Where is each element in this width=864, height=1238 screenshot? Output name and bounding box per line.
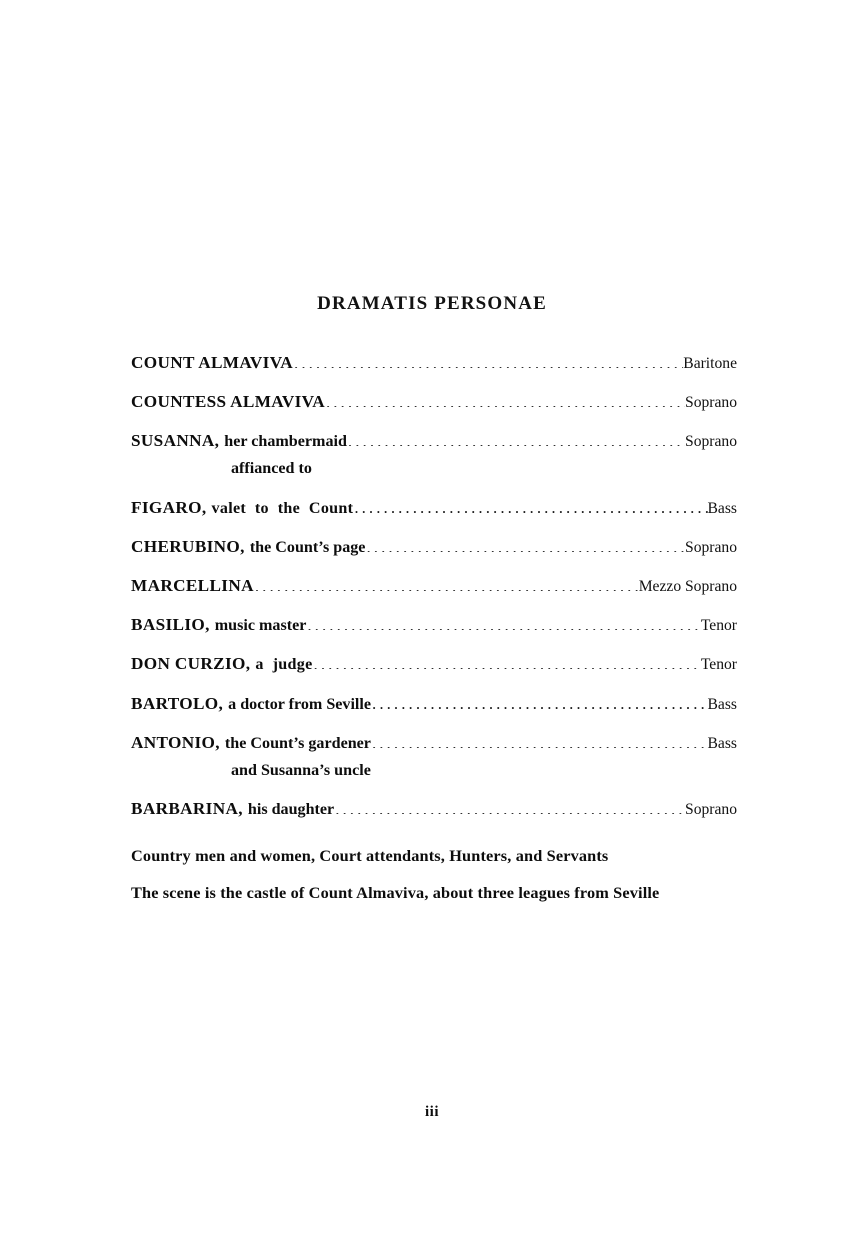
cast-entry [131, 691, 737, 717]
cast-entry-line [131, 796, 737, 822]
page-title: DRAMATIS PERSONAE [317, 293, 547, 314]
cast-entry-line [131, 534, 737, 560]
cast-entry-line [131, 730, 737, 756]
cast-entry-line [131, 389, 737, 415]
cast-list [131, 350, 737, 835]
cast-entry [131, 573, 737, 599]
cast-entry-line [131, 573, 737, 599]
cast-entry-line [131, 495, 737, 521]
voice-type: Bass [707, 734, 737, 752]
character-description: a doctor from Seville [228, 695, 372, 713]
dot-leader [348, 429, 685, 446]
character-name: FIGARO, [131, 497, 207, 517]
voice-type: Mezzo Soprano [638, 577, 737, 595]
cast-entry [131, 534, 737, 560]
cast-entry [131, 350, 737, 376]
dot-leader [307, 613, 700, 630]
scene-note-line: Country men and women, Court attendants, Hunters, and Servants [131, 846, 609, 865]
character-name: BASILIO, [131, 615, 210, 635]
cast-entry [131, 651, 737, 677]
character-name: CHERUBINO, [131, 536, 245, 556]
voice-type: Baritone [683, 355, 737, 372]
voice-type: Soprano [685, 800, 737, 818]
cast-entry-line [131, 428, 737, 454]
dot-leader [294, 351, 683, 368]
character-description: his daughter [247, 800, 335, 818]
voice-type: Soprano [685, 433, 737, 451]
cast-entry-line [131, 691, 737, 717]
cast-entry [131, 389, 737, 415]
character-name: ANTONIO, [131, 732, 220, 752]
character-name: SUSANNA, [131, 431, 220, 451]
dot-leader [255, 574, 639, 591]
dot-leader [372, 691, 708, 708]
cast-entry [131, 495, 737, 521]
cast-entry [131, 796, 737, 822]
character-description: the Count’s gardener [224, 734, 371, 752]
scene-note-line: The scene is the castle of Count Almaviva, about three leagues from Seville [131, 883, 660, 902]
dot-leader [335, 797, 685, 814]
dot-leader [314, 652, 701, 669]
character-subline: and Susanna’s uncle [231, 761, 371, 779]
dot-leader [366, 535, 685, 552]
character-description: valet to the Count [211, 499, 354, 517]
dot-leader [354, 495, 707, 512]
scene-notes [131, 843, 751, 917]
voice-type: Tenor [700, 656, 737, 674]
voice-type: Bass [707, 695, 737, 713]
character-description: music master [214, 617, 307, 635]
character-name: COUNTESS ALMAVIVA [131, 392, 325, 412]
character-description: a judge [255, 656, 313, 674]
voice-type: Bass [707, 499, 737, 517]
voice-type: Soprano [685, 538, 737, 556]
character-name: MARCELLINA [131, 575, 254, 595]
page-number: iii [424, 1104, 439, 1120]
character-name: BARTOLO, [131, 693, 224, 713]
voice-type: Soprano [685, 394, 737, 412]
cast-entry-line [131, 651, 737, 677]
voice-type: Tenor [700, 617, 737, 635]
character-description: her chambermaid [224, 433, 347, 451]
cast-entry [131, 612, 737, 638]
dot-leader [326, 390, 685, 407]
cast-entry [131, 428, 737, 481]
character-subline: affianced to [231, 460, 312, 478]
cast-entry [131, 730, 737, 783]
character-name: BARBARINA, [131, 798, 243, 818]
character-name: COUNT ALMAVIVA [131, 353, 294, 372]
cast-entry-line [131, 350, 737, 376]
dot-leader [372, 731, 708, 748]
character-name: DON CURZIO, [131, 654, 251, 674]
character-description: the Count’s page [249, 538, 366, 556]
cast-entry-line [131, 612, 737, 638]
